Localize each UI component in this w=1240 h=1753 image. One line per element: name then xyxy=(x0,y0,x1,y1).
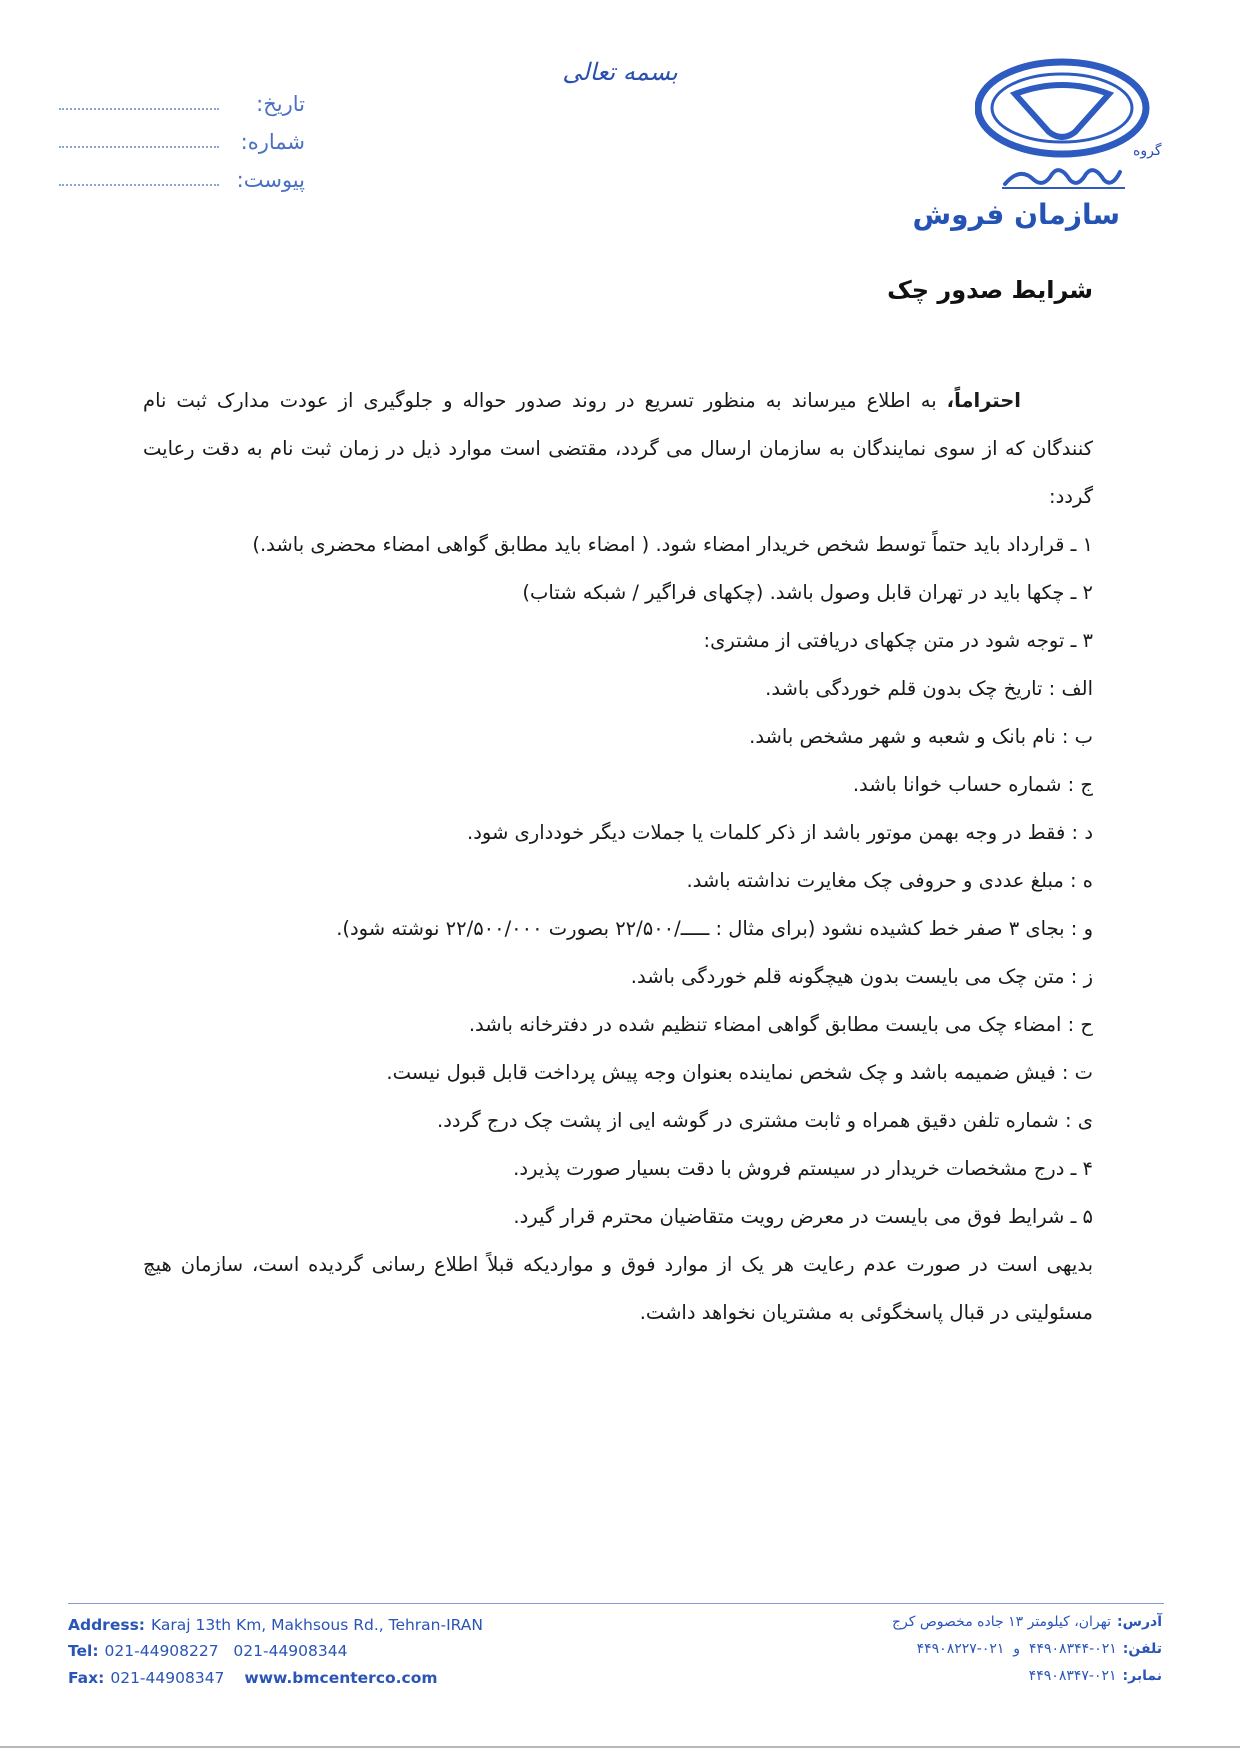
footer-fa-address-label: آدرس: xyxy=(1117,1614,1162,1630)
list-item: ح : امضاء چک می بایست مطابق گواهی امضاء تنظیم شده در دفترخانه باشد. xyxy=(468,1013,1093,1036)
footer-tel-label: Tel: xyxy=(68,1642,99,1660)
brand-group-label: گروه xyxy=(1133,143,1162,159)
number-line xyxy=(59,146,219,148)
list-item: ه : مبلغ عددی و حروفی چک مغایرت نداشته باشد. xyxy=(686,869,1093,892)
intro-lead: احتراماً، xyxy=(946,389,1021,412)
list-item: ت : فیش ضمیمه باشد و چک شخص نماینده بعنوان وجه پیش پرداخت قابل قبول نیست. xyxy=(386,1061,1093,1084)
footer-fa-tel-value: ۰۲۱-۴۴۹۰۸۳۴۴ و ۰۲۱-۴۴۹۰۸۲۲۷ xyxy=(916,1641,1117,1657)
list-item: ۵ ـ شرایط فوق می بایست در معرض رویت متقاضیان محترم قرار گیرد. xyxy=(513,1205,1093,1228)
footer-address-fa xyxy=(892,1614,1162,1630)
date-field xyxy=(59,92,305,116)
list-item: ب : نام بانک و شعبه و شهر مشخص باشد. xyxy=(749,725,1093,748)
footer-fa-fax-value: ۰۲۱-۴۴۹۰۸۳۴۷ xyxy=(1028,1668,1117,1684)
list-item: د : فقط در وجه بهمن موتور باشد از ذکر کلمات یا جملات دیگر خودداری شود. xyxy=(467,821,1093,844)
brand-script-mark-icon xyxy=(1000,160,1135,192)
footer-address-value: Karaj 13th Km, Makhsous Rd., Tehran-IRAN xyxy=(151,1616,484,1634)
attachment-line xyxy=(59,184,219,186)
list-item: ۴ ـ درج مشخصات خریدار در سیستم فروش با دقت بسیار صورت پذیرد. xyxy=(513,1157,1093,1180)
footer-divider xyxy=(68,1603,1164,1604)
footer-address-en xyxy=(68,1616,483,1634)
footer-fax-fa xyxy=(1029,1668,1162,1684)
intro-paragraph xyxy=(143,377,1093,521)
attachment-label: پیوست: xyxy=(236,168,305,192)
list-item: ۱ ـ قرارداد باید حتماً توسط شخص خریدار امضاء شود. ( امضاء باید مطابق گواهی امضاء محضری باشد.) xyxy=(252,533,1093,556)
list-item: و : بجای ۳ صفر خط کشیده نشود (برای مثال : ـــــ/۲۲/۵۰۰ بصورت ۲۲/۵۰۰/۰۰۰ نوشته شود). xyxy=(336,917,1093,940)
footer-website-link[interactable]: www.bmcenterco.com xyxy=(244,1669,438,1687)
bahman-logo-icon xyxy=(975,58,1150,158)
document-body xyxy=(143,377,1093,1337)
list-item: الف : تاریخ چک بدون قلم خوردگی باشد. xyxy=(765,677,1093,700)
footer-fax-en xyxy=(68,1669,438,1687)
footer-fa-fax-label: نمابر: xyxy=(1122,1668,1162,1684)
document-title: شرایط صدور چک xyxy=(887,276,1093,304)
list-item: ۳ ـ توجه شود در متن چکهای دریافتی از مشتری: xyxy=(703,629,1093,652)
date-line xyxy=(59,108,219,110)
footer-address-label: Address: xyxy=(68,1616,145,1634)
intro-text: به اطلاع میرساند به منظور تسریع در روند صدور حواله و جلوگیری از عودت مدارک ثبت نام کنندگان که از سوی نمایندگان به سازمان ارسال می گردد، مقتضی است موارد ذیل در زمان ثبت نام به دقت رعایت گردد: xyxy=(143,389,1093,508)
footer-tel-fa xyxy=(917,1641,1162,1657)
footer-fa-tel-label: تلفن: xyxy=(1122,1641,1162,1657)
list-item: ج : شماره حساب خوانا باشد. xyxy=(852,773,1093,796)
bismillah-heading: بسمه تعالی xyxy=(562,58,678,86)
list-item: ز : متن چک می بایست بدون هیچگونه قلم خوردگی باشد. xyxy=(630,965,1093,988)
list-item: ی : شماره تلفن دقیق همراه و ثابت مشتری در گوشه ایی از پشت چک درج گردد. xyxy=(437,1109,1093,1132)
scan-edge-line xyxy=(0,1746,1240,1748)
attachment-field xyxy=(59,168,305,192)
brand-name: سازمان فروش xyxy=(912,198,1120,231)
number-label: شماره: xyxy=(240,130,305,154)
list-item: ۲ ـ چکها باید در تهران قابل وصول باشد. (چکهای فراگیر / شبکه شتاب) xyxy=(522,581,1093,604)
number-field xyxy=(59,130,305,154)
footer-fa-address-value: تهران، کیلومتر ۱۳ جاده مخصوص کرج xyxy=(892,1614,1112,1630)
footer-tel-en xyxy=(68,1642,347,1660)
closing-paragraph: بدیهی است در صورت عدم رعایت هر یک از موارد فوق و مواردیکه قبلاً اطلاع رسانی گردیده است، سازمان هیچ مسئولیتی در قبال پاسخگوئی به مشتریان نخواهد داشت. xyxy=(143,1253,1093,1324)
brand-script-logo xyxy=(1000,160,1135,192)
date-label: تاریخ: xyxy=(256,92,305,116)
footer-fax-label: Fax: xyxy=(68,1669,105,1687)
footer-fax-value: 021-44908347 xyxy=(110,1669,225,1687)
footer-tel-value: 021-44908227 021-44908344 xyxy=(104,1642,348,1660)
